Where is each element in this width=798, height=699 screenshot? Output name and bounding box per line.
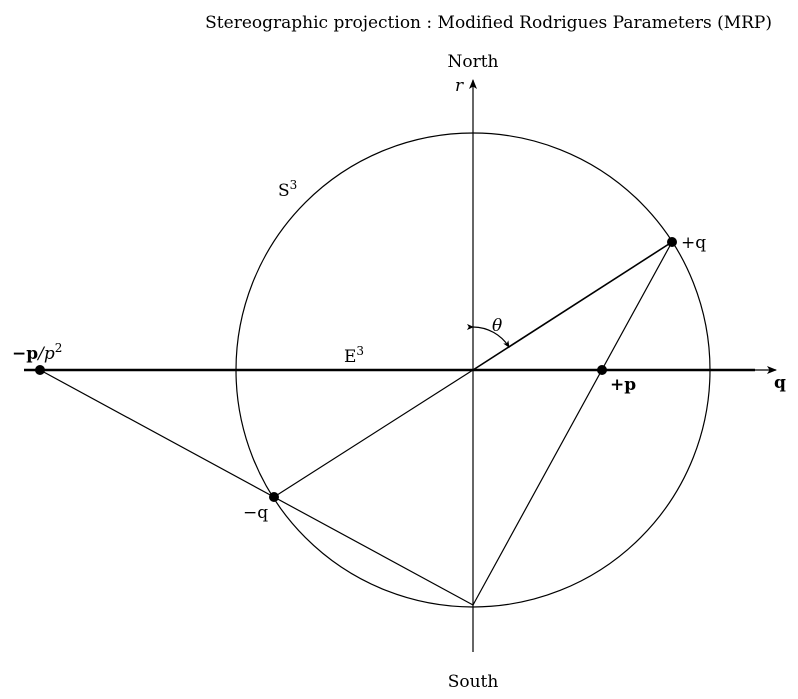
plus-q-label: +q <box>681 233 707 253</box>
projection-line-plus <box>473 242 672 605</box>
theta-label: θ <box>492 316 503 336</box>
r-axis-label: r <box>455 76 464 96</box>
plus-p-label: +p <box>610 375 637 395</box>
point-minus-p-over-p2 <box>35 365 45 375</box>
north-label: North <box>447 52 499 72</box>
sphere-label: $S^3$ <box>278 178 298 201</box>
diagram-title: Stereographic projection : Modified Rodrigues Parameters (MRP) <box>205 13 772 33</box>
radius-line-minus-q <box>274 370 473 497</box>
point-plus-q <box>667 237 677 247</box>
q-axis-label: q <box>774 373 786 393</box>
radius-line-plus-q <box>473 242 672 370</box>
south-label: South <box>447 672 499 692</box>
minus-p-over-p2-label: $-p/p^2$ <box>12 341 63 364</box>
projection-line-minus <box>40 370 473 605</box>
theta-arc <box>473 327 509 347</box>
euclidean-label: $E^3$ <box>344 344 365 367</box>
point-plus-p <box>597 365 607 375</box>
minus-q-label: −q <box>243 503 269 523</box>
point-minus-q <box>269 492 279 502</box>
